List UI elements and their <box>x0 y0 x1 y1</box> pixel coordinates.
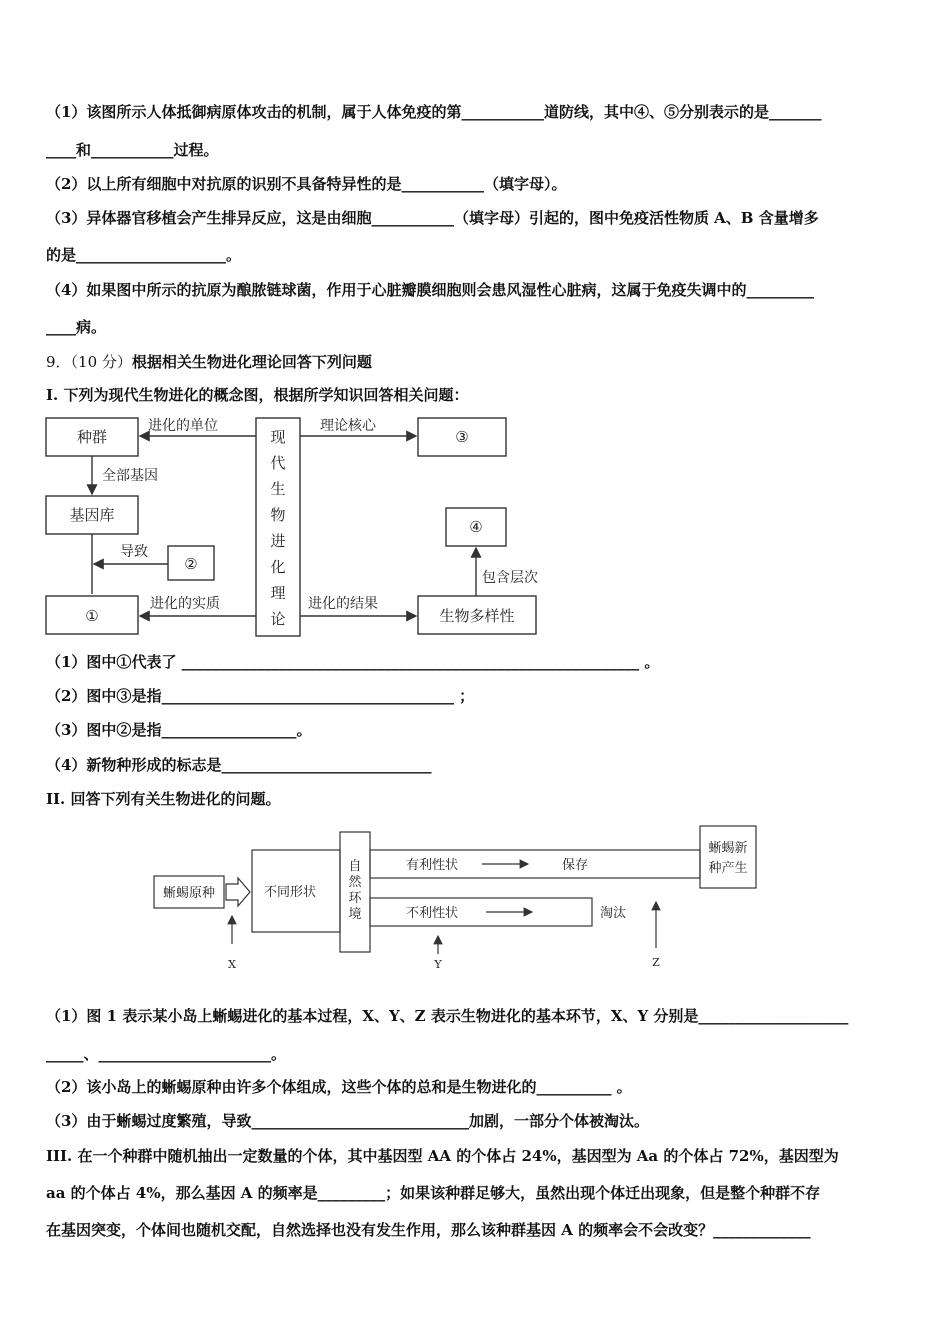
new-species-line: 蜥蜴新 <box>708 841 748 856</box>
p2-question-1a: （1）图 1 表示某小岛上蜥蜴进化的基本过程，X、Y、Z 表示生物进化的基本环节，X、Y 分别是____________________ <box>46 1007 849 1025</box>
q9-header <box>46 352 372 372</box>
part2-intro: II. 回答下列有关生物进化的问题。 <box>46 790 281 808</box>
x-label: X <box>228 958 236 971</box>
part1-intro: I. 下列为现代生物进化的概念图，根据所学知识回答相关问题： <box>46 386 469 404</box>
p2-question-1b: _____、_______________________。 <box>46 1045 287 1063</box>
p2-question-2: （2）该小岛上的蜥蜴原种由许多个体组成，这些个体的总和是生物进化的__________ 。 <box>46 1078 632 1096</box>
p1-question-1: （1）图中①代表了 _____________________________________________________________ 。 <box>46 653 660 671</box>
new-species-box <box>700 826 756 888</box>
q8-line-5: 的是____________________。 <box>46 246 242 264</box>
core-label: 理论核心 <box>320 418 376 434</box>
lead-label: 导致 <box>120 544 148 560</box>
levels-label: 包含层次 <box>482 570 538 586</box>
p3-line-2: aa 的个体占 4%，那么基因 A 的频率是_________；如果该种群足够大，虽然出现个体迁出现象，但是整个种群不存 <box>46 1184 821 1202</box>
unfavorable-label: 不利性状 <box>406 906 459 921</box>
theory-char: 化 <box>270 558 286 576</box>
origin-label: 蜥蜴原种 <box>162 886 216 901</box>
p3-line-3: 在基因突变，个体间也随机交配，自然选择也没有发生作用，那么该种群基因 A 的频率会不会改变？_____________ <box>46 1221 811 1239</box>
traits-label: 不同形状 <box>263 885 317 900</box>
p1-question-4: （4）新物种形成的标志是____________________________ <box>46 756 432 774</box>
y-label: Y <box>434 958 442 971</box>
theory-char: 进 <box>270 532 286 550</box>
keep-label: 保存 <box>562 858 589 873</box>
circle-4-label: ④ <box>469 518 483 536</box>
env-char: 然 <box>348 875 362 890</box>
unit-label: 进化的单位 <box>148 418 218 434</box>
essence-label: 进化的实质 <box>150 596 220 612</box>
q8-line-6: （4）如果图中所示的抗原为酿脓链球菌，作用于心脏瓣膜细胞则会患风湿性心脏病，这属于免疫失调中的_________ <box>46 281 814 299</box>
evolution-concept-map <box>40 410 560 642</box>
theory-char: 现 <box>270 428 286 446</box>
biodiversity-label: 生物多样性 <box>439 607 515 625</box>
lizard-evolution-diagram <box>150 822 770 978</box>
circle-3-label: ③ <box>455 428 469 446</box>
favorable-label: 有利性状 <box>406 858 459 873</box>
population-label: 种群 <box>76 428 108 446</box>
theory-char: 代 <box>270 454 286 472</box>
env-char: 境 <box>348 907 362 922</box>
theory-char: 物 <box>270 506 286 524</box>
gene-pool-label: 基因库 <box>69 506 115 524</box>
env-char: 环 <box>348 891 362 906</box>
theory-char: 理 <box>270 584 286 602</box>
p2-question-3: （3）由于蜥蜴过度繁殖，导致_____________________________加剧，一部分个体被淘汰。 <box>46 1112 649 1130</box>
q8-line-2: ____和___________过程。 <box>46 141 219 159</box>
p3-line-1: III. 在一个种群中随机抽出一定数量的个体，其中基因型 AA 的个体占 24%，基因型为 Aa 的个体占 72%，基因型为 <box>46 1147 839 1165</box>
p1-question-2: （2）图中③是指_______________________________________ ； <box>46 687 475 705</box>
q8-line-7: ____病。 <box>46 318 107 336</box>
theory-char: 论 <box>270 610 286 628</box>
circle-2-label: ② <box>184 555 198 573</box>
q8-line-4: （3）异体器官移植会产生排异反应，这是由细胞___________（填字母）引起的，图中免疫活性物质 A、B 含量增多 <box>46 209 819 227</box>
theory-box <box>256 418 300 636</box>
eliminate-label: 淘汰 <box>600 906 627 921</box>
p1-question-3: （3）图中②是指__________________。 <box>46 721 312 739</box>
unfavorable-bar <box>370 898 592 926</box>
q9-number: 9．（10 分） <box>46 353 132 371</box>
q9-title: 根据相关生物进化理论回答下列问题 <box>131 353 372 371</box>
q8-line-3: （2）以上所有细胞中对抗原的识别不具备特异性的是___________（填字母）。 <box>46 175 567 193</box>
new-species-line: 种产生 <box>708 861 748 876</box>
result-label: 进化的结果 <box>308 596 378 612</box>
q8-line-1: （1）该图所示人体抵御病原体攻击的机制，属于人体免疫的第___________道防线，其中④、⑤分别表示的是_______ <box>46 103 822 121</box>
env-char: 自 <box>348 859 362 874</box>
theory-char: 生 <box>270 480 286 498</box>
z-label: Z <box>652 956 660 969</box>
all-genes-label: 全部基因 <box>102 468 158 484</box>
hollow-arrow <box>226 878 250 906</box>
circle-1-label: ① <box>85 607 99 625</box>
